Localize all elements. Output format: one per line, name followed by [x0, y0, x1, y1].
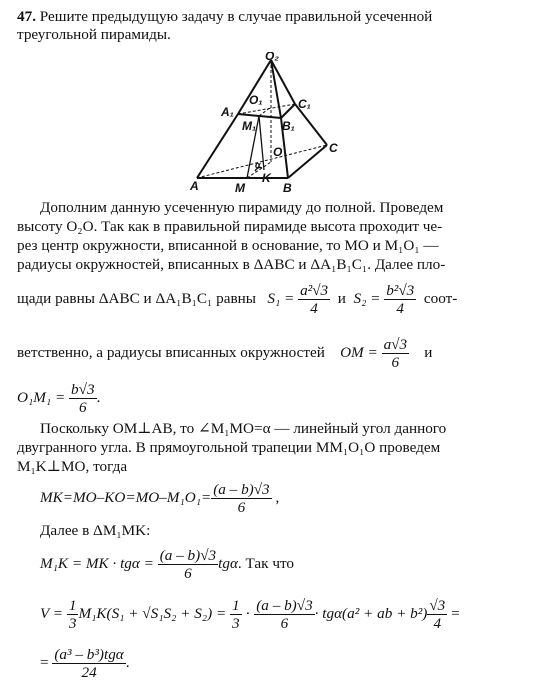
- problem-line-2: треугольной пирамиды.: [17, 26, 171, 43]
- areas-text: щади равны ΔABC и ΔA₁B₁C₁ равны: [17, 290, 256, 307]
- p1-line-3: рез центр окружности, вписанной в основание, то MO и M₁O₁ —: [17, 237, 439, 254]
- formula-v-result: = $\frac{\text{(a³ – b³)tgα}}{24}$ .: [40, 646, 130, 682]
- p1-line-5: щади равны ΔABC и ΔA₁B₁C₁ равны S₁ = $\frac{\text{a²√3}}{4}$ и S₂ = $\frac{\text{b²√3}}{4}$ соот-: [17, 282, 458, 318]
- p2-line-3: M₁K⊥MO, тогда: [17, 458, 128, 475]
- label-a1: A₁: [221, 105, 234, 119]
- label-b: B: [283, 181, 292, 195]
- problem-number: 47.: [17, 8, 36, 25]
- pyramid-figure: [185, 52, 355, 197]
- p1-line-6: ветственно, а радиусы вписанных окружностей OM = $\frac{a√3}{6}$ и: [17, 336, 433, 372]
- p2-line-2: двугранного угла. В прямоугольной трапеции MM₁O₁O проведем: [17, 439, 441, 456]
- p3-line: Далее в ΔM₁MK:: [40, 522, 151, 539]
- problem-line-1: [17, 8, 432, 26]
- p1-line-1: Дополним данную усеченную пирамиду до полной. Проведем: [40, 199, 444, 216]
- formula-om: OM = $\frac{a√3}{6}$: [340, 336, 408, 372]
- formula-m1k: M₁K = MK · tgα = $\frac{(a - b)√3}{6}$ tgα. Так что: [40, 547, 294, 583]
- label-m1: M₁: [242, 119, 257, 133]
- formula-o1m1: O₁M₁ = $\frac{b√3}{6}$ .: [17, 381, 101, 417]
- problem-text-1: Решите предыдущую задачу в случае правильной усеченной: [39, 8, 433, 25]
- p1-line-4: радиусы окружностей, вписанных в ΔABC и ΔA₁B₁C₁. Далее пло-: [17, 256, 446, 273]
- label-o1: O₁: [249, 93, 263, 107]
- formula-s2: S₂ = $\frac{\text{b²√3}}{4}$: [353, 282, 415, 318]
- formula-v: V = $\frac{1}{3}$ M₁K(S₁ + √S₁S₂ + S₂) = $\frac{1}{3}$ · $\frac{(a - b)√3}{6}$ · tgα(a² + ab + b²) $\frac{√3}{4}$ =: [40, 597, 460, 633]
- label-a: A: [190, 179, 199, 193]
- p2-line-1: Поскольку OM⊥AB, то ∠M₁MO=α — линейный угол данного: [40, 420, 447, 437]
- label-m: M: [235, 181, 245, 195]
- formula-mk: MK=MO–KO=MO–M₁O₁= $\frac{(a - b)√3}{6}$ ,: [40, 481, 280, 517]
- label-c1: C₁: [298, 97, 311, 111]
- p1-line-2: высоту O₂O. Так как в правильной пирамиде высота проходит че-: [17, 218, 443, 235]
- edge-bc: [288, 145, 327, 178]
- label-b1: B₁: [282, 119, 295, 133]
- label-c: C: [329, 141, 338, 155]
- label-alpha: α: [255, 160, 261, 170]
- label-o: O: [273, 145, 283, 159]
- label-o2: O₂: [265, 52, 279, 63]
- formula-s1: S₁ = $\frac{\text{a²√3}}{4}$: [267, 282, 329, 318]
- label-k: K: [262, 171, 271, 185]
